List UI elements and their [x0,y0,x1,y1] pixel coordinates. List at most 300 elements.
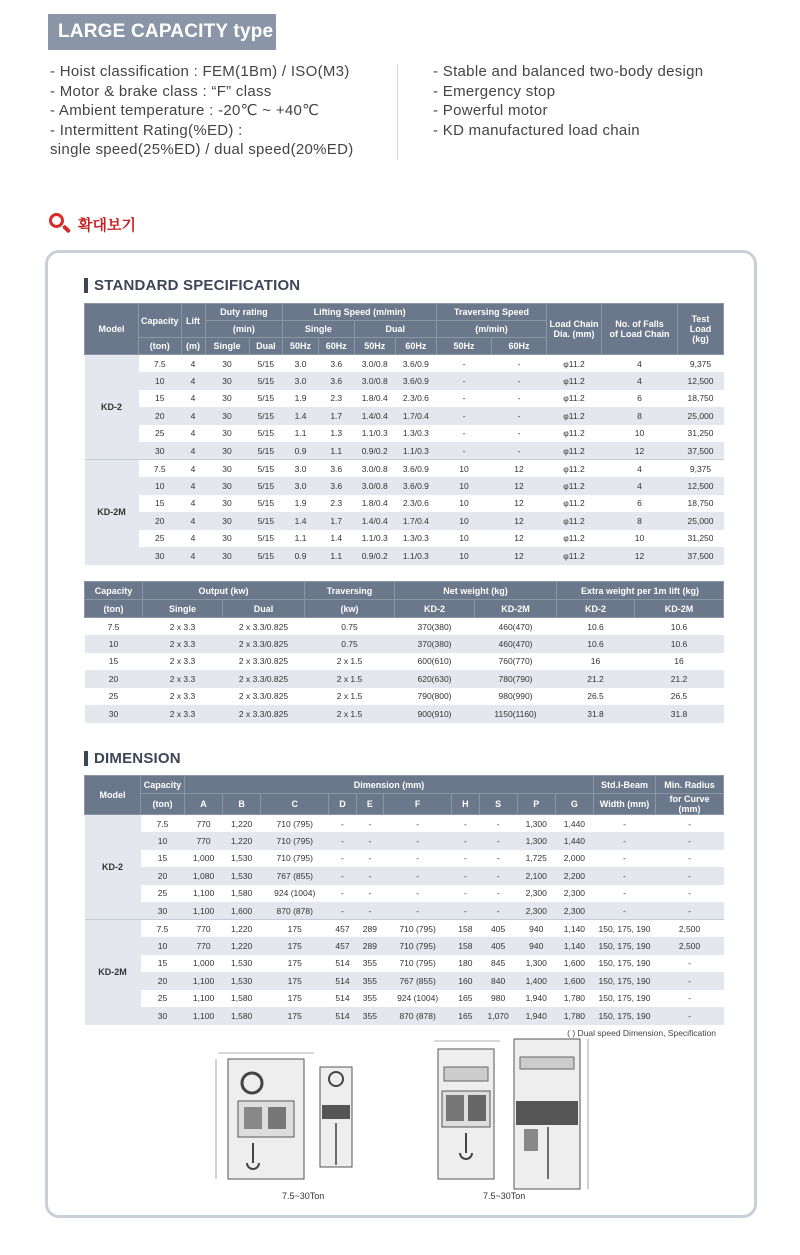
table-cell: 710 (795) [276,818,313,829]
table-cell: 3.6 [318,372,354,390]
table-cell: 2.3/0.6 [402,393,429,404]
table-cell: 1.4/0.4 [354,407,395,425]
table-cell: 30 [205,442,249,460]
table-cell: 175 [261,1007,329,1025]
table-cell: 2 x 1.5 [305,670,395,688]
th-lift-unit: (m) [181,338,205,355]
table-row [85,390,724,408]
th-load-chain: Load Chain Dia. (mm) [547,304,602,355]
drawing-caption-right: 7.5~30Ton [483,1191,526,1201]
table-cell: 26.5 [670,691,688,702]
table-cell: 5/15 [249,512,283,530]
table-cell: 980 [491,993,506,1004]
table-cell: 12 [491,477,546,495]
table-cell: - [463,818,467,829]
table-cell: - [688,958,691,969]
feature-item: - Emergency stop [433,82,556,100]
table-cell: 4 [602,460,678,478]
table-cell: - [496,818,500,829]
table-cell: - [341,818,344,829]
table-cell: 12 [514,533,524,544]
table-cell: 12 [491,512,546,530]
th-duty-dual: Dual [249,338,283,355]
table-cell: 1,780 [555,1007,593,1025]
table-cell: 457 [329,920,356,938]
table-cell: - [462,393,466,404]
table-cell: 2.3/0.6 [402,498,429,509]
table-row [85,425,724,443]
table-cell: 1,780 [563,993,586,1004]
table-cell: φ11.2 [547,442,602,460]
table-cell: 15 [155,498,165,509]
table-cell: - [329,902,356,920]
table-cell: 900(910) [395,705,475,723]
zoom-link[interactable] [48,212,136,236]
table-cell: 1,940 [517,1007,555,1025]
table-cell: 840 [479,972,517,990]
table-cell: 1,580 [231,993,253,1004]
table-cell: 1.1 [294,428,307,439]
table-cell: 30 [222,393,232,404]
table-row [85,407,724,425]
table-cell: 4 [190,393,196,404]
th-net-kd2m: KD-2M [475,600,557,618]
feature-item: - Ambient temperature : -20℃ ~ +40℃ [50,102,320,119]
table-cell: 2,300 [517,902,555,920]
table-row [85,653,724,671]
table-row [85,902,724,920]
table-row [85,355,724,373]
table-cell: 767 (855) [384,972,452,990]
th-traversing-unit: (kw) [305,600,395,618]
table-cell: 10.6 [635,635,724,653]
th-dim-col: A [185,794,223,815]
table-cell: 3.6/0.9 [395,477,436,495]
table-cell: 10 [139,477,182,495]
table-cell: 37,500 [678,547,724,565]
table-cell: 30 [205,512,249,530]
table-cell: 9,375 [678,460,724,478]
table-cell: 175 [287,993,302,1004]
table-cell: 710 (795) [384,920,452,938]
table-cell: - [656,902,724,920]
page-title-badge: LARGE CAPACITY type [48,14,276,50]
table-cell: φ11.2 [563,533,585,544]
feature-item: - KD manufactured load chain [433,121,640,139]
table-row [85,920,724,938]
th-dim-col: E [356,794,383,815]
table-row [85,1007,724,1025]
table-cell: 790(800) [417,691,452,702]
table-cell: 12 [602,547,678,565]
table-cell: 20 [141,867,185,885]
table-cell: 1,530 [223,867,261,885]
table-row [85,477,724,495]
table-cell: - [437,372,492,390]
table-cell: 3.0 [294,358,307,369]
table-cell: 2 x 3.3/0.825 [238,691,289,702]
table-cell: 1.4/0.4 [354,512,395,530]
table-cell: 0.9 [283,547,319,565]
dimension-note: ( ) Dual speed Dimension, Specification [567,1028,716,1038]
table-cell: 10 [85,635,143,653]
table-cell: 10 [459,533,469,544]
table-cell: 4 [637,358,642,369]
spec-title: STANDARD SPECIFICATION [94,277,301,294]
table-cell: 2.3 [330,393,343,404]
table-cell: 3.0 [283,477,319,495]
table-cell: 30 [205,460,249,478]
table-cell: 1.7/0.4 [395,407,436,425]
table-cell: 2 x 3.3 [169,656,196,667]
section-title-dimension [84,750,181,767]
table-cell: 20 [139,512,182,530]
table-cell: 31,250 [687,428,714,439]
table-cell: 355 [356,972,383,990]
table-cell: - [479,867,517,885]
th-dim-col: P [517,794,555,815]
table-cell: - [688,853,691,864]
table-cell: 30 [205,477,249,495]
table-cell: 1,300 [517,832,555,850]
th-output: Output (kw) [143,582,305,600]
table-row [85,990,724,1008]
th-extra-kd2m: KD-2M [635,600,724,618]
th-radius-unit: for Curve (mm) [656,794,724,815]
th-dim-col: F [384,794,452,815]
table-row [85,372,724,390]
table-cell: 158 [452,920,479,938]
table-cell: 0.75 [305,635,395,653]
table-cell: 1.3/0.3 [402,533,429,544]
table-cell: 2 x 3.3 [143,635,223,653]
table-cell: 780(790) [475,670,557,688]
table-cell: 150, 175, 190 [594,920,656,938]
table-cell: 1.9 [294,498,307,509]
table-cell: 25 [157,993,168,1004]
th-net-kd2: KD-2 [395,600,475,618]
table-cell: 1,100 [185,1007,223,1025]
th-dual: Dual [223,600,305,618]
th-dual: Dual [354,321,436,338]
table-cell: - [517,428,521,439]
table-cell: 175 [261,937,329,955]
table-cell: 1.1/0.3 [361,428,388,439]
table-cell: 4 [181,460,205,478]
table-cell: 600(610) [417,656,452,667]
table-cell: 2 x 1.5 [336,656,363,667]
feature-item: - Powerful motor [433,102,548,119]
table-cell: 514 [335,993,350,1004]
table-cell: 25,000 [678,512,724,530]
drawing-caption-left: 7.5~30Ton [282,1191,325,1201]
zoom-label: 확대보기 [78,215,136,234]
table-cell: 150, 175, 190 [598,993,651,1004]
magnifier-icon [48,212,72,236]
table-cell: φ11.2 [563,498,585,509]
table-cell: 30 [139,442,182,460]
th-lifting-speed: Lifting Speed (m/min) [283,304,437,321]
table-cell: 30 [85,705,143,723]
table-cell: 20 [139,407,182,425]
table-cell: 10.6 [587,621,604,632]
th-capacity: Capacity [141,776,185,794]
table-cell: 1.4 [330,533,343,544]
table-cell: - [462,428,466,439]
table-cell: 30 [222,498,232,509]
table-cell: - [594,902,656,920]
table-cell: 4 [181,407,205,425]
table-cell: 3.6/0.9 [395,460,436,478]
table-cell: 7.5 [156,818,169,829]
table-cell: 1.1 [294,533,307,544]
table-cell: 1,000 [192,853,215,864]
table-cell: 3.6 [330,358,343,369]
table-cell: 4 [181,512,205,530]
spec-panel [45,250,757,1218]
section-title-spec [84,277,300,294]
table-cell: 5/15 [257,393,275,404]
table-cell: 767 (855) [261,867,329,885]
table-cell: φ11.2 [547,512,602,530]
table-cell: 1.7 [318,512,354,530]
th-dim-col: C [261,794,329,815]
output-weight-table [84,581,724,723]
table-cell: 2 x 3.3 [143,670,223,688]
table-cell: 10 [437,547,492,565]
table-cell: 4 [181,442,205,460]
table-cell: 620(630) [395,670,475,688]
feature-item: - Intermittent Rating(%ED) : [50,121,243,139]
table-cell: 25 [155,533,165,544]
table-cell: 3.0/0.8 [354,460,395,478]
table-cell: - [341,853,344,864]
table-cell: 355 [362,958,377,969]
table-cell: - [594,867,656,885]
th-ibeam-unit: Width (mm) [594,794,656,815]
table-cell: 2,000 [563,853,586,864]
table-cell: 25 [108,691,119,702]
table-cell: 370(380) [395,635,475,653]
th-traversing-unit: (m/min) [437,321,547,338]
table-cell: 924 (1004) [397,993,439,1004]
table-cell: 12 [491,460,546,478]
table-cell: 10 [437,460,492,478]
table-cell: - [416,853,420,864]
table-row [85,972,724,990]
table-cell: 12,500 [678,477,724,495]
table-cell: 870 (878) [261,902,329,920]
table-cell: 1,140 [555,920,593,938]
table-cell: 770 [185,920,223,938]
table-cell: 1,440 [555,832,593,850]
table-cell: 1150(1160) [475,705,557,723]
table-cell: 1,300 [525,818,547,829]
table-cell: 25,000 [678,407,724,425]
th-capacity: Capacity [139,304,182,338]
table-cell: 21.2 [635,670,724,688]
table-cell: 10 [141,832,185,850]
table-cell: - [463,853,467,864]
feature-list-right [433,62,763,140]
table-cell: 1,600 [223,902,261,920]
table-cell: - [594,832,656,850]
table-cell: 1.4 [283,512,319,530]
table-cell: 10.6 [557,635,635,653]
table-cell: 30 [222,428,232,439]
table-row [85,867,724,885]
table-cell: 4 [190,428,196,439]
table-cell: 180 [458,958,473,969]
th-capacity-unit: (ton) [141,794,185,815]
table-cell: 1,580 [223,1007,261,1025]
table-cell: 7.5 [107,621,120,632]
table-cell: 150, 175, 190 [594,972,656,990]
feature-list-left [50,62,395,160]
table-cell: 15 [157,958,168,969]
table-cell: 4 [190,533,196,544]
table-cell: 4 [190,358,196,369]
table-cell: - [479,832,517,850]
table-cell: 710 (795) [399,958,436,969]
table-cell: 30 [205,372,249,390]
table-row [85,937,724,955]
table-cell: 12 [491,547,546,565]
table-cell: 5/15 [257,533,275,544]
table-cell: 30 [141,1007,185,1025]
table-cell: 1,400 [517,972,555,990]
feature-divider [397,64,398,159]
table-cell: 2 x 3.3/0.825 [238,656,289,667]
table-cell: 2 x 1.5 [305,705,395,723]
table-cell: - [479,902,517,920]
table-cell: 514 [329,1007,356,1025]
table-cell: 4 [190,498,196,509]
table-cell: 1,440 [563,818,586,829]
table-cell: 2 x 3.3 [169,621,196,632]
table-cell: 0.9/0.2 [354,442,395,460]
table-cell: - [462,358,466,369]
th-model: Model [85,304,139,355]
table-row [85,832,724,850]
th-min-radius: Min. Radius [656,776,724,794]
table-cell: 2,300 [555,902,593,920]
table-row [85,460,724,478]
model-cell: KD-2M [85,460,139,565]
th-single: Single [143,600,223,618]
table-cell: 1,530 [231,958,253,969]
table-row [85,530,724,548]
table-cell: - [416,888,420,899]
table-row [85,618,724,636]
table-cell: 1.7/0.4 [395,512,436,530]
table-cell: 1,940 [525,993,547,1004]
table-row [85,670,724,688]
table-row [85,635,724,653]
table-cell: 1.8/0.4 [361,498,388,509]
table-cell: 10 [634,428,645,439]
feature-item: - Stable and balanced two-body design [433,63,704,80]
table-cell: 16 [590,656,601,667]
table-row [85,442,724,460]
table-cell: - [463,888,467,899]
table-cell: 15 [155,393,165,404]
th-model: Model [85,776,141,815]
table-cell: 1.7 [318,407,354,425]
table-cell: 1,080 [185,867,223,885]
table-cell: 16 [674,656,684,667]
table-cell: φ11.2 [563,393,585,404]
table-cell: 940 [517,920,555,938]
table-cell: 158 [452,937,479,955]
table-cell: 30 [222,533,232,544]
table-cell: 1.9 [294,393,307,404]
th-duty-single: Single [205,338,249,355]
table-cell: 1,100 [185,972,223,990]
table-cell: 0.75 [341,621,358,632]
table-cell: - [384,867,452,885]
table-cell: - [368,853,372,864]
table-cell: - [623,818,626,829]
th-dim-col: D [329,794,356,815]
table-cell: 3.0/0.8 [361,358,388,369]
th-capacity-unit: (ton) [139,338,182,355]
table-cell: 1.1/0.3 [395,547,436,565]
th-net-weight: Net weight (kg) [395,582,557,600]
table-cell: 1.1/0.3 [395,442,436,460]
table-cell: 31.8 [557,705,635,723]
th-single-60hz: 60Hz [318,338,354,355]
table-cell: 175 [261,920,329,938]
table-cell: 1,100 [192,888,215,899]
table-cell: 12 [514,498,524,509]
table-cell: 1,220 [231,818,253,829]
table-row [85,815,724,833]
table-cell: 18,750 [687,498,714,509]
table-cell: 940 [517,937,555,955]
table-cell: 160 [452,972,479,990]
th-trav-60hz: 60Hz [491,338,546,355]
table-cell: 2 x 3.3/0.825 [223,670,305,688]
table-cell: 460(470) [475,635,557,653]
th-single: Single [283,321,354,338]
table-row [85,850,724,868]
table-cell: φ11.2 [563,358,585,369]
table-cell: 25 [155,428,165,439]
table-cell: 1,220 [223,937,261,955]
table-cell: 2 x 3.3/0.825 [238,621,289,632]
th-duty-unit: (min) [205,321,283,338]
table-cell: 10.6 [670,621,688,632]
table-cell: 5/15 [249,477,283,495]
table-cell: 980(990) [498,691,533,702]
model-cell: KD-2M [85,920,141,1025]
table-cell: 5/15 [249,407,283,425]
table-cell: 1,100 [185,902,223,920]
th-trav-50hz: 50Hz [437,338,492,355]
table-cell: 1.1/0.3 [361,533,388,544]
table-cell: 7.5 [153,358,166,369]
table-cell: - [452,832,479,850]
table-cell: 3.6/0.9 [395,372,436,390]
dimension-table [84,775,724,1025]
table-cell: φ11.2 [547,547,602,565]
table-cell: φ11.2 [547,477,602,495]
standard-spec-table [84,303,724,565]
table-cell: 10 [437,512,492,530]
table-cell: - [517,393,521,404]
table-cell: 3.6 [318,477,354,495]
